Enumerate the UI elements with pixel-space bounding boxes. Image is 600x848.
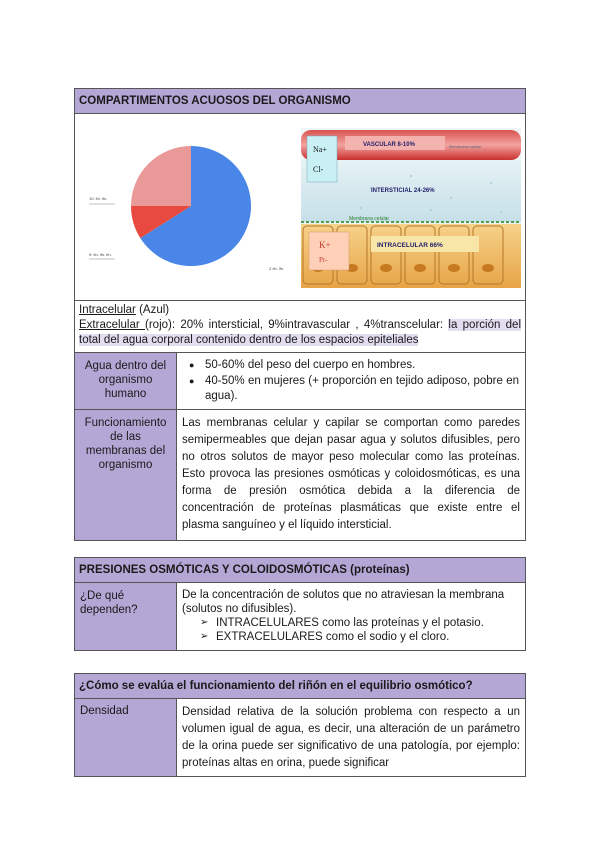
intersticial-label: INTERSTICIAL 24-26%	[371, 188, 435, 194]
presiones-table	[74, 557, 526, 651]
section-title-presiones: PRESIONES OSMÓTICAS Y COLOIDOSMÓTICAS (proteínas)	[75, 558, 525, 583]
extracelular-term: Extracelular	[79, 319, 146, 331]
section-title-rinon: ¿Cómo se evalúa el funcionamiento del riñón en el equilibrio osmótico?	[75, 674, 525, 699]
intracelular-desc: (Azul)	[135, 304, 170, 316]
agua-item-2: ● 40-50% en mujeres (+ proporción en tejido adiposo, pobre en agua).	[177, 374, 519, 405]
membranas-row	[75, 409, 525, 540]
dependen-item-1: ➢ INTRACELULARES como las proteínas y el potasio.	[182, 616, 520, 630]
intracelular-label: INTRACELULAR 66%	[377, 242, 443, 249]
compartimentos-table	[74, 88, 526, 541]
extracelular-highlight: la porción del total del agua corporal contenido dentro de los espacios epiteliales	[79, 319, 522, 346]
membrana-capilar-label: Membrana capilar	[449, 144, 482, 149]
rinon-table	[74, 673, 526, 777]
figure-row	[75, 114, 525, 301]
pie-chart	[75, 114, 285, 300]
membranas-text: Las membranas celular y capilar se comportan como paredes semipermeables que dejan pasar agua y solutos difusibles, pero no otros solutos de mayor peso molecular como las proteínas. Esto provoca las presiones osmóticas y coloidosmóticas, es una forma de presión osmótica debida a la diferencia de concentración de proteínas plasmáticas que existe entre el plasma sanguíneo y el líquido intersticial.	[182, 416, 520, 531]
densidad-text: Densidad relativa de la solución problema con respecto a un volumen igual de agua, es decir, una alteración de un parámetro de la orina puede ser significativo de una patología, por ejemplo: proteínas altas en orina, puede significar	[182, 706, 520, 769]
agua-label: Agua dentro del organismo humano	[75, 353, 177, 409]
legend-text	[75, 301, 525, 353]
membranas-label: Funcionamiento de las membranas del organismo	[75, 410, 177, 540]
dependen-row	[75, 583, 525, 650]
agua-content	[177, 353, 525, 409]
dependen-item-2: ➢ EXTRACELULARES como el sodio y el cloro.	[182, 630, 520, 644]
densidad-row	[75, 699, 525, 776]
ion-cl: Cl-	[313, 165, 324, 174]
section-title-compartimentos: COMPARTIMENTOS ACUOSOS DEL ORGANISMO	[75, 89, 525, 114]
pie-slice-intersticial	[131, 146, 191, 206]
membrana-celular-label: Membrana celular	[349, 216, 390, 222]
agua-item-1: ● 50-60% del peso del cuerpo en hombres.	[177, 358, 519, 374]
ion-na: Na+	[313, 145, 327, 154]
dependen-list	[182, 616, 520, 644]
dependen-text: De la concentración de solutos que no atraviesan la membrana (solutos no difusibles).	[182, 589, 505, 615]
agua-row	[75, 353, 525, 409]
agua-list	[177, 358, 519, 405]
compartments-diagram	[301, 128, 521, 288]
pie-label-b: 9: ifn. ifn. ifn.	[89, 252, 112, 257]
vascular-label: VASCULAR 8-10%	[363, 142, 415, 148]
extracelular-desc: (rojo): 20% intersticial, 9%intravascular , 4%transcelular:	[145, 319, 449, 331]
ion-k: K+	[319, 240, 331, 250]
densidad-label: Densidad	[75, 699, 177, 776]
intracelular-term: Intracelular	[79, 304, 136, 316]
pie-label-a: 10: ifn. ifn.	[89, 196, 108, 201]
dependen-content	[177, 583, 525, 650]
ion-pr: Pr-	[319, 256, 328, 264]
dependen-label: ¿De qué dependen?	[75, 583, 177, 650]
pie-label-c: Z ifn. ifn.	[269, 266, 285, 271]
